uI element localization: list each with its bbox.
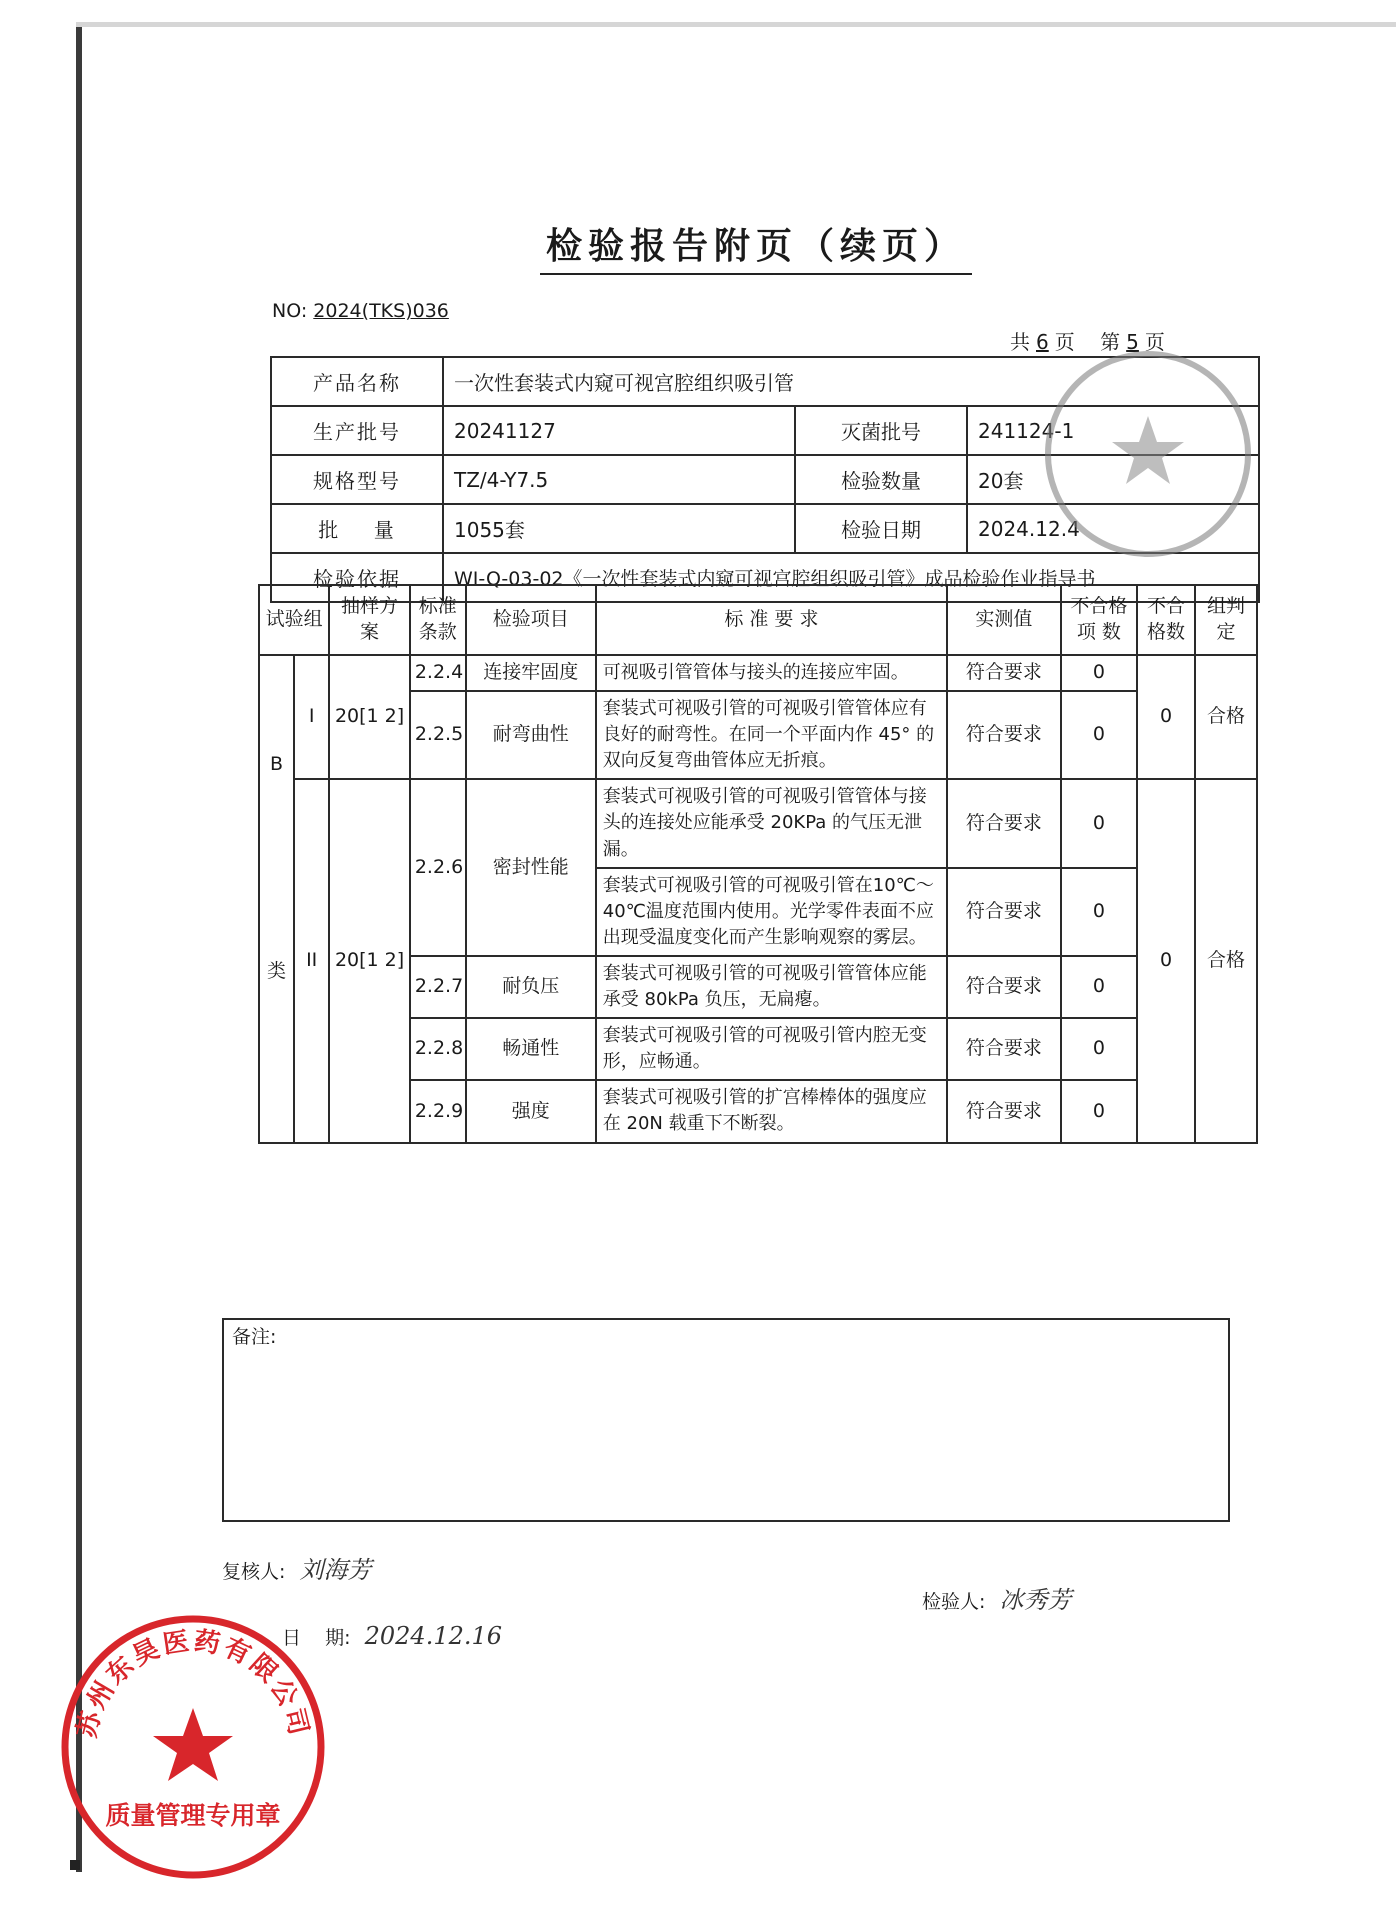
basis-label: 检验依据 xyxy=(271,553,443,602)
stamp-company-text: 苏州东昊医药有限公司 xyxy=(71,1626,315,1741)
measured: 符合要求 xyxy=(947,691,1061,779)
group-sampling: 20[1 2] xyxy=(329,779,410,1142)
fail-items: 0 xyxy=(1061,691,1137,779)
model-value: TZ/4-Y7.5 xyxy=(443,455,795,504)
report-number-label: NO: xyxy=(272,300,308,322)
header-clause: 标准条款 xyxy=(410,585,466,655)
item: 连接牢固度 xyxy=(466,655,596,691)
requirement: 套装式可视吸引管的可视吸引管内腔无变形，应畅通。 xyxy=(596,1018,947,1080)
requirement: 套装式可视吸引管的扩宫棒棒体的强度应在 20N 载重下不断裂。 xyxy=(596,1080,947,1142)
group-name: I xyxy=(294,655,329,779)
requirement: 套装式可视吸引管的可视吸引管在10℃～40℃温度范围内使用。光学零件表面不应出现受温度变化而产生影响观察的雾层。 xyxy=(596,868,947,956)
page-current-suffix: 页 xyxy=(1144,330,1165,354)
fail-items: 0 xyxy=(1061,779,1137,867)
model-label: 规格型号 xyxy=(271,455,443,504)
fail-items: 0 xyxy=(1061,868,1137,956)
table-row xyxy=(259,655,1257,691)
lot-label: 批 量 xyxy=(271,504,443,553)
scan-edge xyxy=(76,22,82,1872)
basis-value: WI-Q-03-02《一次性套装式内窥可视宫腔组织吸引管》成品检验作业指导书 xyxy=(443,553,1259,602)
report-number xyxy=(272,300,449,322)
stamp-purpose-text: 质量管理专用章 xyxy=(105,1801,281,1830)
faint-seal xyxy=(1038,344,1258,564)
product-name-label: 产品名称 xyxy=(271,357,443,406)
inspector-signature: 冰秀芳 xyxy=(999,1586,1072,1614)
clause: 2.2.9 xyxy=(410,1080,466,1142)
requirement: 套装式可视吸引管的可视吸引管管体与接头的连接处应能承受 20KPa 的气压无泄漏。 xyxy=(596,779,947,867)
group-fail-count: 0 xyxy=(1137,655,1195,779)
group-verdict: 合格 xyxy=(1195,655,1257,779)
fail-items: 0 xyxy=(1061,956,1137,1018)
stamp-star-icon xyxy=(153,1708,233,1781)
page-current: 5 xyxy=(1126,330,1139,354)
sterile-batch-value: 241124-1 xyxy=(967,406,1259,455)
clause: 2.2.6 xyxy=(410,779,466,956)
page-title: 检验报告附页（续页） xyxy=(540,218,972,275)
requirement: 套装式可视吸引管的可视吸引管管体应能承受 80kPa 负压，无扁瘪。 xyxy=(596,956,947,1018)
header-item: 检验项目 xyxy=(466,585,596,655)
table-row xyxy=(259,779,1257,867)
inspection-date-label: 检验日期 xyxy=(795,504,967,553)
reviewer-label: 复核人: xyxy=(222,1561,286,1583)
item: 畅通性 xyxy=(466,1018,596,1080)
measured: 符合要求 xyxy=(947,1018,1061,1080)
item: 耐弯曲性 xyxy=(466,691,596,779)
qty-value: 20套 xyxy=(967,455,1259,504)
header-sampling: 抽样方案 xyxy=(329,585,410,655)
requirement: 可视吸引管管体与接头的连接应牢固。 xyxy=(596,655,947,691)
faint-seal-star-icon xyxy=(1112,416,1184,484)
sign-date-value: 2024.12.16 xyxy=(364,1622,503,1650)
clause: 2.2.4 xyxy=(410,655,466,691)
measured: 符合要求 xyxy=(947,868,1061,956)
header-requirement: 标 准 要 求 xyxy=(596,585,947,655)
fail-items: 0 xyxy=(1061,655,1137,691)
header-measured: 实测值 xyxy=(947,585,1061,655)
measured: 符合要求 xyxy=(947,779,1061,867)
inspector xyxy=(922,1580,1071,1615)
item: 耐负压 xyxy=(466,956,596,1018)
inspection-date-value: 2024.12.4 xyxy=(967,504,1259,553)
fail-items: 0 xyxy=(1061,1080,1137,1142)
group-sampling: 20[1 2] xyxy=(329,655,410,779)
qty-label: 检验数量 xyxy=(795,455,967,504)
category-label-bottom: 类 xyxy=(267,960,287,983)
group-name: II xyxy=(294,779,329,1142)
measured: 符合要求 xyxy=(947,655,1061,691)
group-verdict: 合格 xyxy=(1195,779,1257,1142)
reviewer xyxy=(222,1550,371,1585)
item: 密封性能 xyxy=(466,779,596,956)
scan-edge-top xyxy=(76,22,1396,27)
category-cell-bottom xyxy=(259,779,294,1142)
category-cell-top xyxy=(259,655,294,779)
remarks-label: 备注: xyxy=(232,1326,277,1348)
page-total: 6 xyxy=(1036,330,1049,354)
sign-date-label: 日 期: xyxy=(282,1627,351,1649)
header-fail-items: 不合格项 数 xyxy=(1061,585,1137,655)
inspection-table xyxy=(258,584,1258,1144)
measured: 符合要求 xyxy=(947,1080,1061,1142)
page-total-prefix: 共 xyxy=(1010,330,1030,354)
category-label-top: B xyxy=(270,752,284,775)
requirement: 套装式可视吸引管的可视吸引管管体应有良好的耐弯性。在同一个平面内作 45° 的双向反复弯曲管体应无折痕。 xyxy=(596,691,947,779)
product-name: 一次性套装式内窥可视宫腔组织吸引管 xyxy=(443,357,1259,406)
reviewer-signature: 刘海芳 xyxy=(299,1556,372,1584)
clause: 2.2.7 xyxy=(410,956,466,1018)
inspector-label: 检验人: xyxy=(922,1591,986,1613)
page-current-prefix: 第 xyxy=(1100,330,1121,354)
measured: 符合要求 xyxy=(947,956,1061,1018)
batch-value: 20241127 xyxy=(443,406,795,455)
clause: 2.2.5 xyxy=(410,691,466,779)
page-total-suffix: 页 xyxy=(1054,330,1075,354)
remarks-box xyxy=(222,1318,1230,1522)
group-fail-count: 0 xyxy=(1137,779,1195,1142)
header-group: 试验组 xyxy=(259,585,329,655)
batch-label: 生产批号 xyxy=(271,406,443,455)
header-fail-count: 不合格数 xyxy=(1137,585,1195,655)
report-number-value: 2024(TKS)036 xyxy=(313,300,449,322)
clause: 2.2.8 xyxy=(410,1018,466,1080)
fail-items: 0 xyxy=(1061,1018,1137,1080)
sterile-batch-label: 灭菌批号 xyxy=(795,406,967,455)
header-group-verdict: 组判定 xyxy=(1195,585,1257,655)
lot-value: 1055套 xyxy=(443,504,795,553)
quality-stamp xyxy=(58,1612,328,1882)
item: 强度 xyxy=(466,1080,596,1142)
